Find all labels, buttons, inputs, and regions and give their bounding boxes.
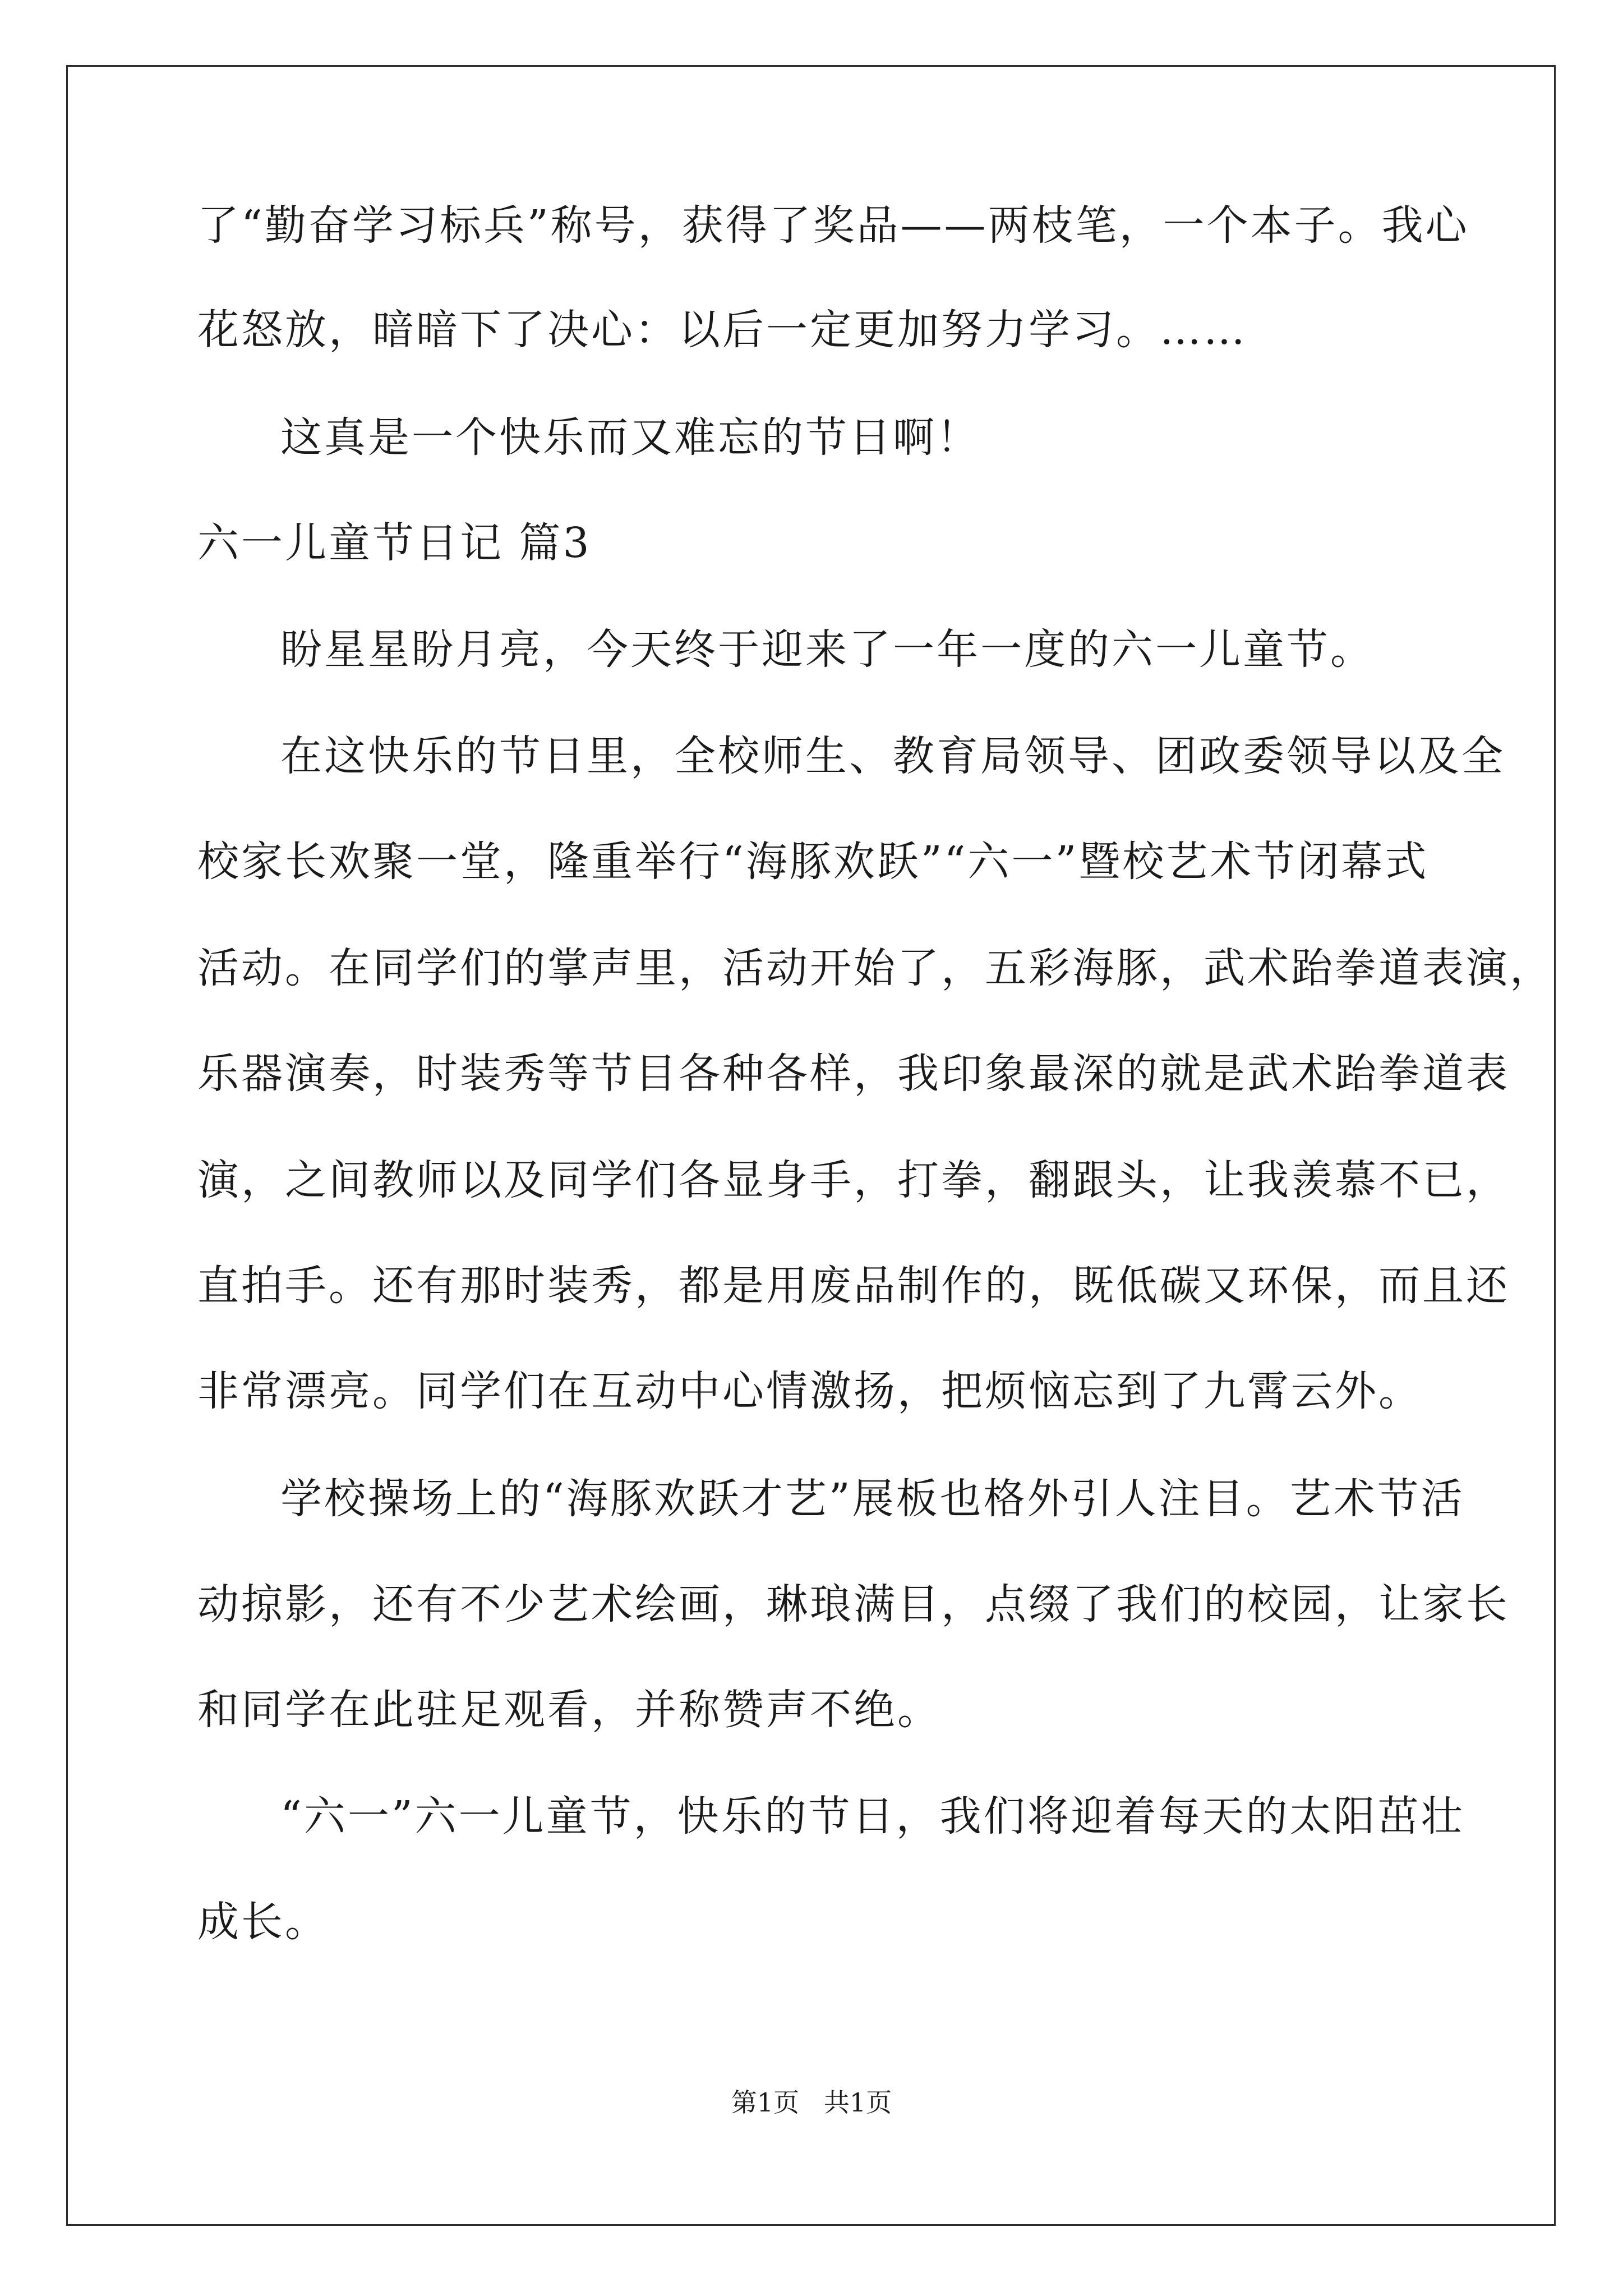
text-line: 非常漂亮。同学们在互动中心情激扬，把烦恼忘到了九霄云外。 — [197, 1367, 1422, 1415]
text-line: 成长。 — [197, 1898, 329, 1946]
text-line: 活动。在同学们的掌声里，活动开始了，五彩海豚，武术跆拳道表演， — [197, 944, 1553, 992]
paragraph-line: 学校操场上的“海豚欢跃才艺”展板也格外引人注目。艺术节活 — [280, 1475, 1465, 1523]
text-line: 校家长欢聚一堂，隆重举行“海豚欢跃”“六一”暨校艺术节闭幕式 — [197, 838, 1429, 886]
paragraph-line: 这真是一个快乐而又难忘的节日啊！ — [280, 413, 980, 462]
text-line: 花怒放，暗暗下了决心：以后一定更加努力学习。…… — [197, 306, 1247, 354]
text-line: 直拍手。还有那时装秀，都是用废品制作的，既低碳又环保，而且还 — [197, 1262, 1510, 1310]
paragraph-line: 在这快乐的节日里，全校师生、教育局领导、团政委领导以及全 — [280, 732, 1505, 780]
paragraph-line: 盼星星盼月亮，今天终于迎来了一年一度的六一儿童节。 — [280, 625, 1374, 674]
text-line: 动掠影，还有不少艺术绘画，琳琅满目，点缀了我们的校园，让家长 — [197, 1580, 1510, 1628]
section-heading: 六一儿童节日记 篇3 — [197, 519, 592, 567]
page-footer: 第1页 共1页 — [731, 2087, 892, 2118]
text-line: 演，之间教师以及同学们各显身手，打拳，翻跟头，让我羡慕不已， — [197, 1156, 1510, 1204]
text-line: 了“勤奋学习标兵”称号，获得了奖品——两枝笔，一个本子。我心 — [197, 201, 1469, 250]
text-line: 乐器演奏，时装秀等节目各种各样，我印象最深的就是武术跆拳道表 — [197, 1050, 1510, 1098]
paragraph-line: “六一”六一儿童节，快乐的节日，我们将迎着每天的太阳茁壮 — [280, 1792, 1465, 1841]
text-line: 和同学在此驻足观看，并称赞声不绝。 — [197, 1686, 941, 1734]
